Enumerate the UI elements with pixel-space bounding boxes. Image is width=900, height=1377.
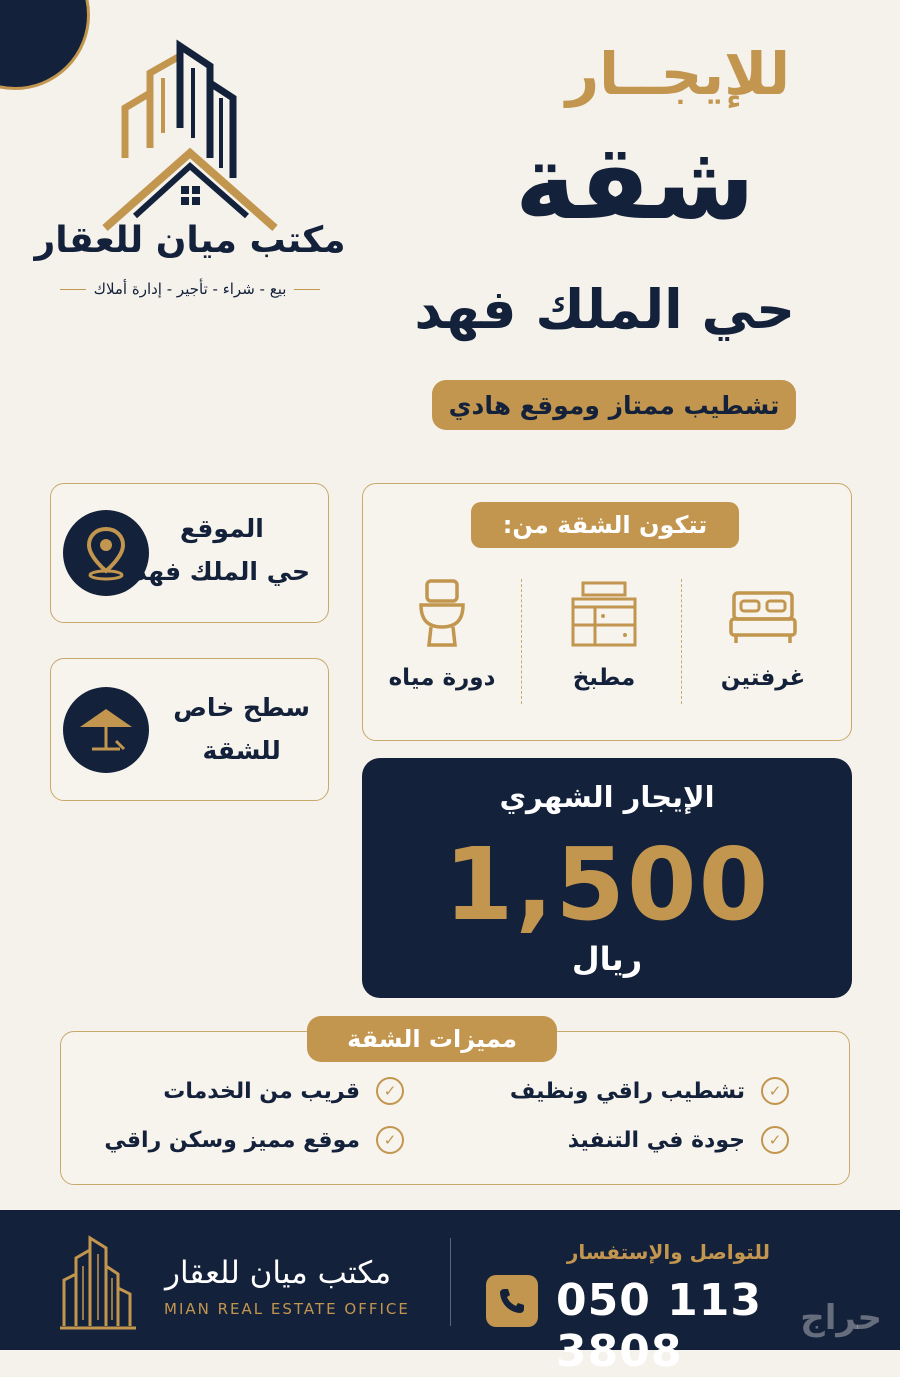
umbrella-icon bbox=[63, 687, 149, 773]
bed-icon bbox=[728, 579, 798, 649]
feature-item: ✓ موقع مميز وسكن راقي bbox=[104, 1126, 404, 1154]
for-rent-heading: للإيجــار bbox=[565, 40, 790, 108]
room-bathroom bbox=[367, 579, 517, 691]
toilet-icon bbox=[407, 579, 477, 649]
price-currency: ريال bbox=[571, 940, 643, 978]
footer bbox=[0, 1210, 900, 1377]
office-name: مكتب ميان للعقار bbox=[34, 220, 346, 261]
logo bbox=[30, 30, 350, 320]
check-icon: ✓ bbox=[376, 1126, 404, 1154]
roof-card bbox=[50, 658, 329, 801]
roof-text bbox=[173, 687, 310, 772]
feature-item: ✓ جودة في التنفيذ bbox=[568, 1126, 789, 1154]
price-box bbox=[362, 758, 852, 998]
contact-label: للتواصل والإستفسار bbox=[566, 1240, 770, 1264]
phone-number[interactable]: 050 113 3808 bbox=[556, 1275, 763, 1377]
room-kitchen-label: مطبخ bbox=[572, 665, 636, 691]
price-value: 1,500 bbox=[443, 826, 771, 943]
district-heading: حي الملك فهد bbox=[414, 278, 795, 341]
room-divider bbox=[681, 579, 682, 704]
footer-office-name: مكتب ميان للعقار bbox=[165, 1255, 392, 1291]
rooms-card bbox=[362, 483, 852, 741]
highlight-badge: تشطيب ممتاز وموقع هادي bbox=[432, 380, 796, 430]
location-value: حي الملك فهد bbox=[133, 556, 310, 586]
check-icon: ✓ bbox=[761, 1077, 789, 1105]
rooms-title: تتكون الشقة من: bbox=[471, 502, 739, 548]
location-title: الموقع bbox=[179, 514, 264, 543]
room-bedrooms-label: غرفتين bbox=[720, 665, 806, 691]
location-card bbox=[50, 483, 329, 623]
check-icon: ✓ bbox=[761, 1126, 789, 1154]
price-label: الإيجار الشهري bbox=[499, 780, 715, 814]
kitchen-icon bbox=[569, 579, 639, 649]
location-text bbox=[134, 508, 310, 593]
room-bathroom-label: دورة مياه bbox=[388, 665, 496, 691]
check-icon: ✓ bbox=[376, 1077, 404, 1105]
watermark: حراج bbox=[800, 1298, 882, 1338]
room-bedrooms bbox=[688, 579, 838, 691]
footer-office-name-en: MIAN REAL ESTATE OFFICE bbox=[164, 1300, 410, 1318]
feature-item: ✓ تشطيب راقي ونظيف bbox=[510, 1077, 789, 1105]
footer-building-logo-icon bbox=[58, 1230, 138, 1332]
room-divider bbox=[521, 579, 522, 704]
phone-icon[interactable] bbox=[486, 1275, 538, 1327]
features-box bbox=[60, 1025, 850, 1185]
footer-divider bbox=[450, 1238, 451, 1326]
building-logo-icon bbox=[105, 38, 275, 228]
roof-line1: سطح خاص bbox=[173, 693, 310, 722]
room-kitchen bbox=[529, 579, 679, 691]
apartment-heading: شقة bbox=[514, 121, 755, 243]
office-tagline: بيع - شراء - تأجير - إدارة أملاك bbox=[30, 280, 350, 298]
roof-line2: للشقة bbox=[202, 735, 281, 765]
features-title: مميزات الشقة bbox=[307, 1016, 557, 1062]
feature-item: ✓ قريب من الخدمات bbox=[163, 1077, 404, 1105]
